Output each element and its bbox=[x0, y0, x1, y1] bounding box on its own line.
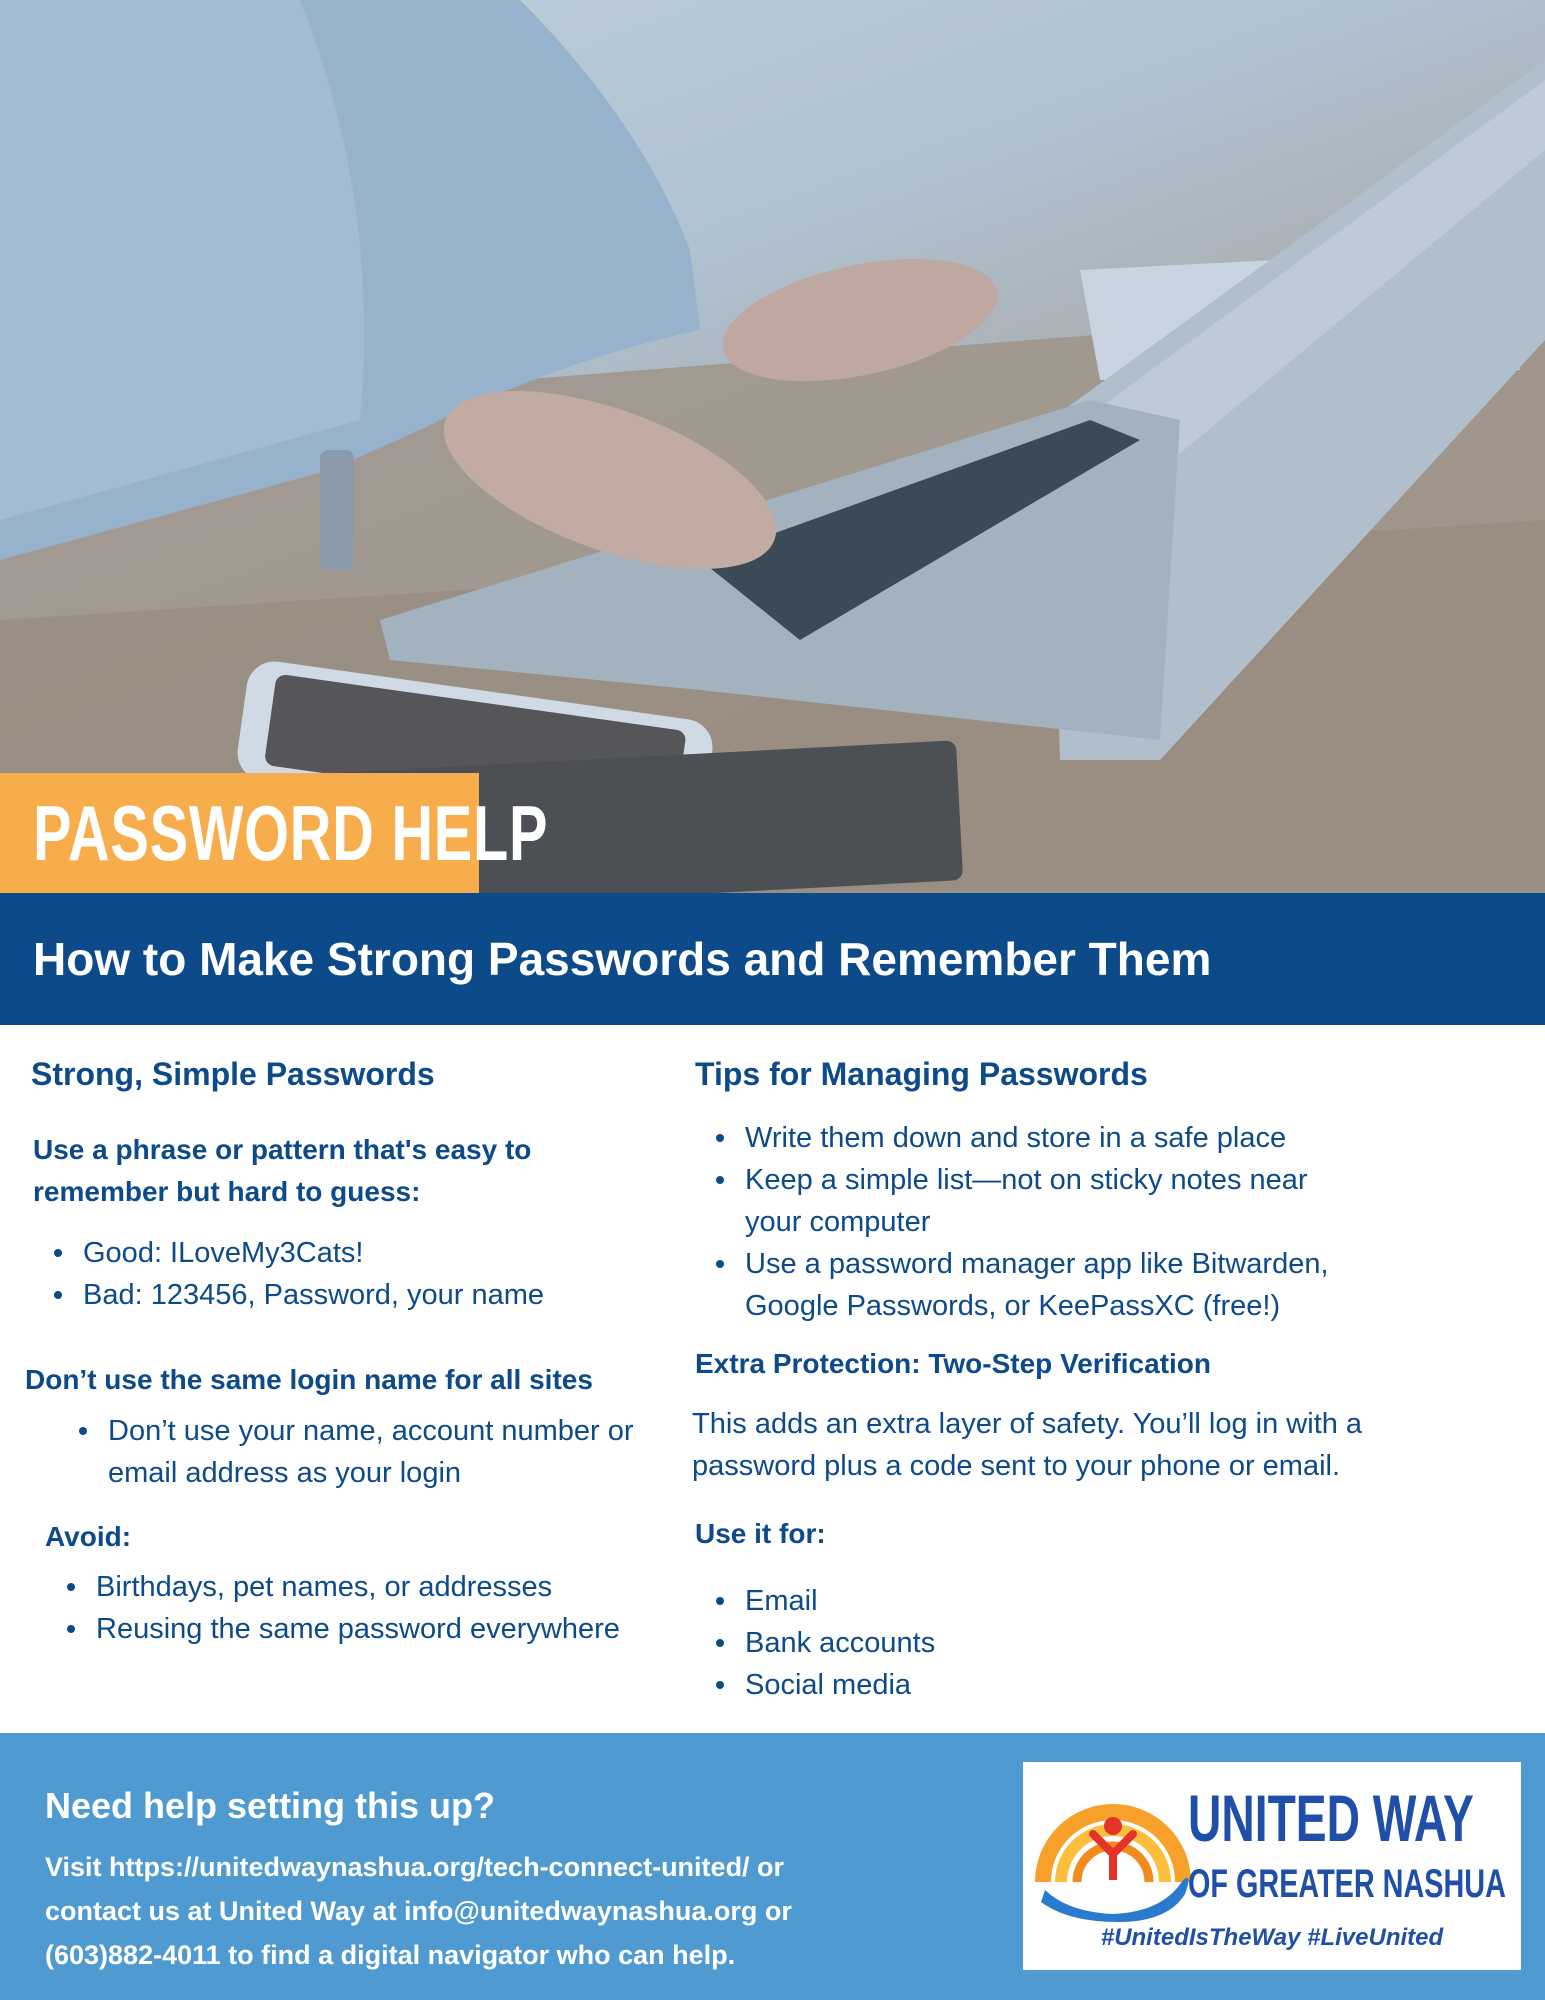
list-item: Keep a simple list—not on sticky notes near your computer bbox=[713, 1159, 1363, 1243]
avoid-subheading: Avoid: bbox=[45, 1521, 132, 1552]
use-it-for-list bbox=[713, 1580, 1213, 1706]
list-item: Social media bbox=[713, 1664, 1213, 1706]
right-heading: Tips for Managing Passwords bbox=[695, 1056, 1148, 1092]
list-item: Don’t use your name, account number or email address as your login bbox=[76, 1410, 636, 1494]
login-subheading: Don’t use the same login name for all sites bbox=[25, 1364, 593, 1395]
footer bbox=[0, 1733, 1545, 2000]
password-help-badge bbox=[0, 773, 549, 893]
use-it-for-subheading: Use it for: bbox=[695, 1518, 826, 1549]
footer-title: Need help setting this up? bbox=[45, 1785, 496, 1826]
avoid-list bbox=[64, 1566, 664, 1650]
footer-contact-text: Visit https://unitedwaynashua.org/tech-connect-united/ or contact us at United Way at info@unitedwaynashua.org or (603)882-4011 to find a digital navigator who can help. bbox=[45, 1852, 792, 1970]
list-item: Email bbox=[713, 1580, 1213, 1622]
list-item: Write them down and store in a safe place bbox=[713, 1117, 1363, 1159]
left-heading: Strong, Simple Passwords bbox=[31, 1056, 435, 1092]
logo-name-line2: OF GREATER NASHUA bbox=[1188, 1862, 1506, 1906]
list-item: Birthdays, pet names, or addresses bbox=[64, 1566, 664, 1608]
password-examples-list bbox=[51, 1232, 611, 1316]
title-band bbox=[0, 893, 1545, 1025]
two-step-description: This adds an extra layer of safety. You’ll log in with a password plus a code sent to your phone or email. bbox=[692, 1408, 1363, 1482]
list-item: Good: ILoveMy3Cats! bbox=[51, 1232, 611, 1274]
logo-tagline: #UnitedIsTheWay #LiveUnited bbox=[1100, 1924, 1444, 1951]
hero-photo bbox=[0, 0, 1545, 893]
login-tips-list bbox=[76, 1410, 636, 1494]
list-item: Bank accounts bbox=[713, 1622, 1213, 1664]
logo-name-line1: UNITED WAY bbox=[1188, 1781, 1474, 1855]
badge-text: PASSWORD HELP bbox=[33, 788, 549, 877]
management-tips-list bbox=[713, 1117, 1363, 1327]
page-title: How to Make Strong Passwords and Remember Them bbox=[33, 933, 1212, 985]
united-way-logo bbox=[1023, 1762, 1521, 1970]
phrase-subheading: Use a phrase or pattern that's easy to remember but hard to guess: bbox=[33, 1134, 532, 1207]
list-item: Use a password manager app like Bitwarden, Google Passwords, or KeePassXC (free!) bbox=[713, 1243, 1363, 1327]
two-step-subheading: Extra Protection: Two-Step Verification bbox=[695, 1348, 1212, 1379]
list-item: Reusing the same password everywhere bbox=[64, 1608, 664, 1650]
list-item: Bad: 123456, Password, your name bbox=[51, 1274, 611, 1316]
laptop-typing-illustration bbox=[0, 0, 1545, 893]
